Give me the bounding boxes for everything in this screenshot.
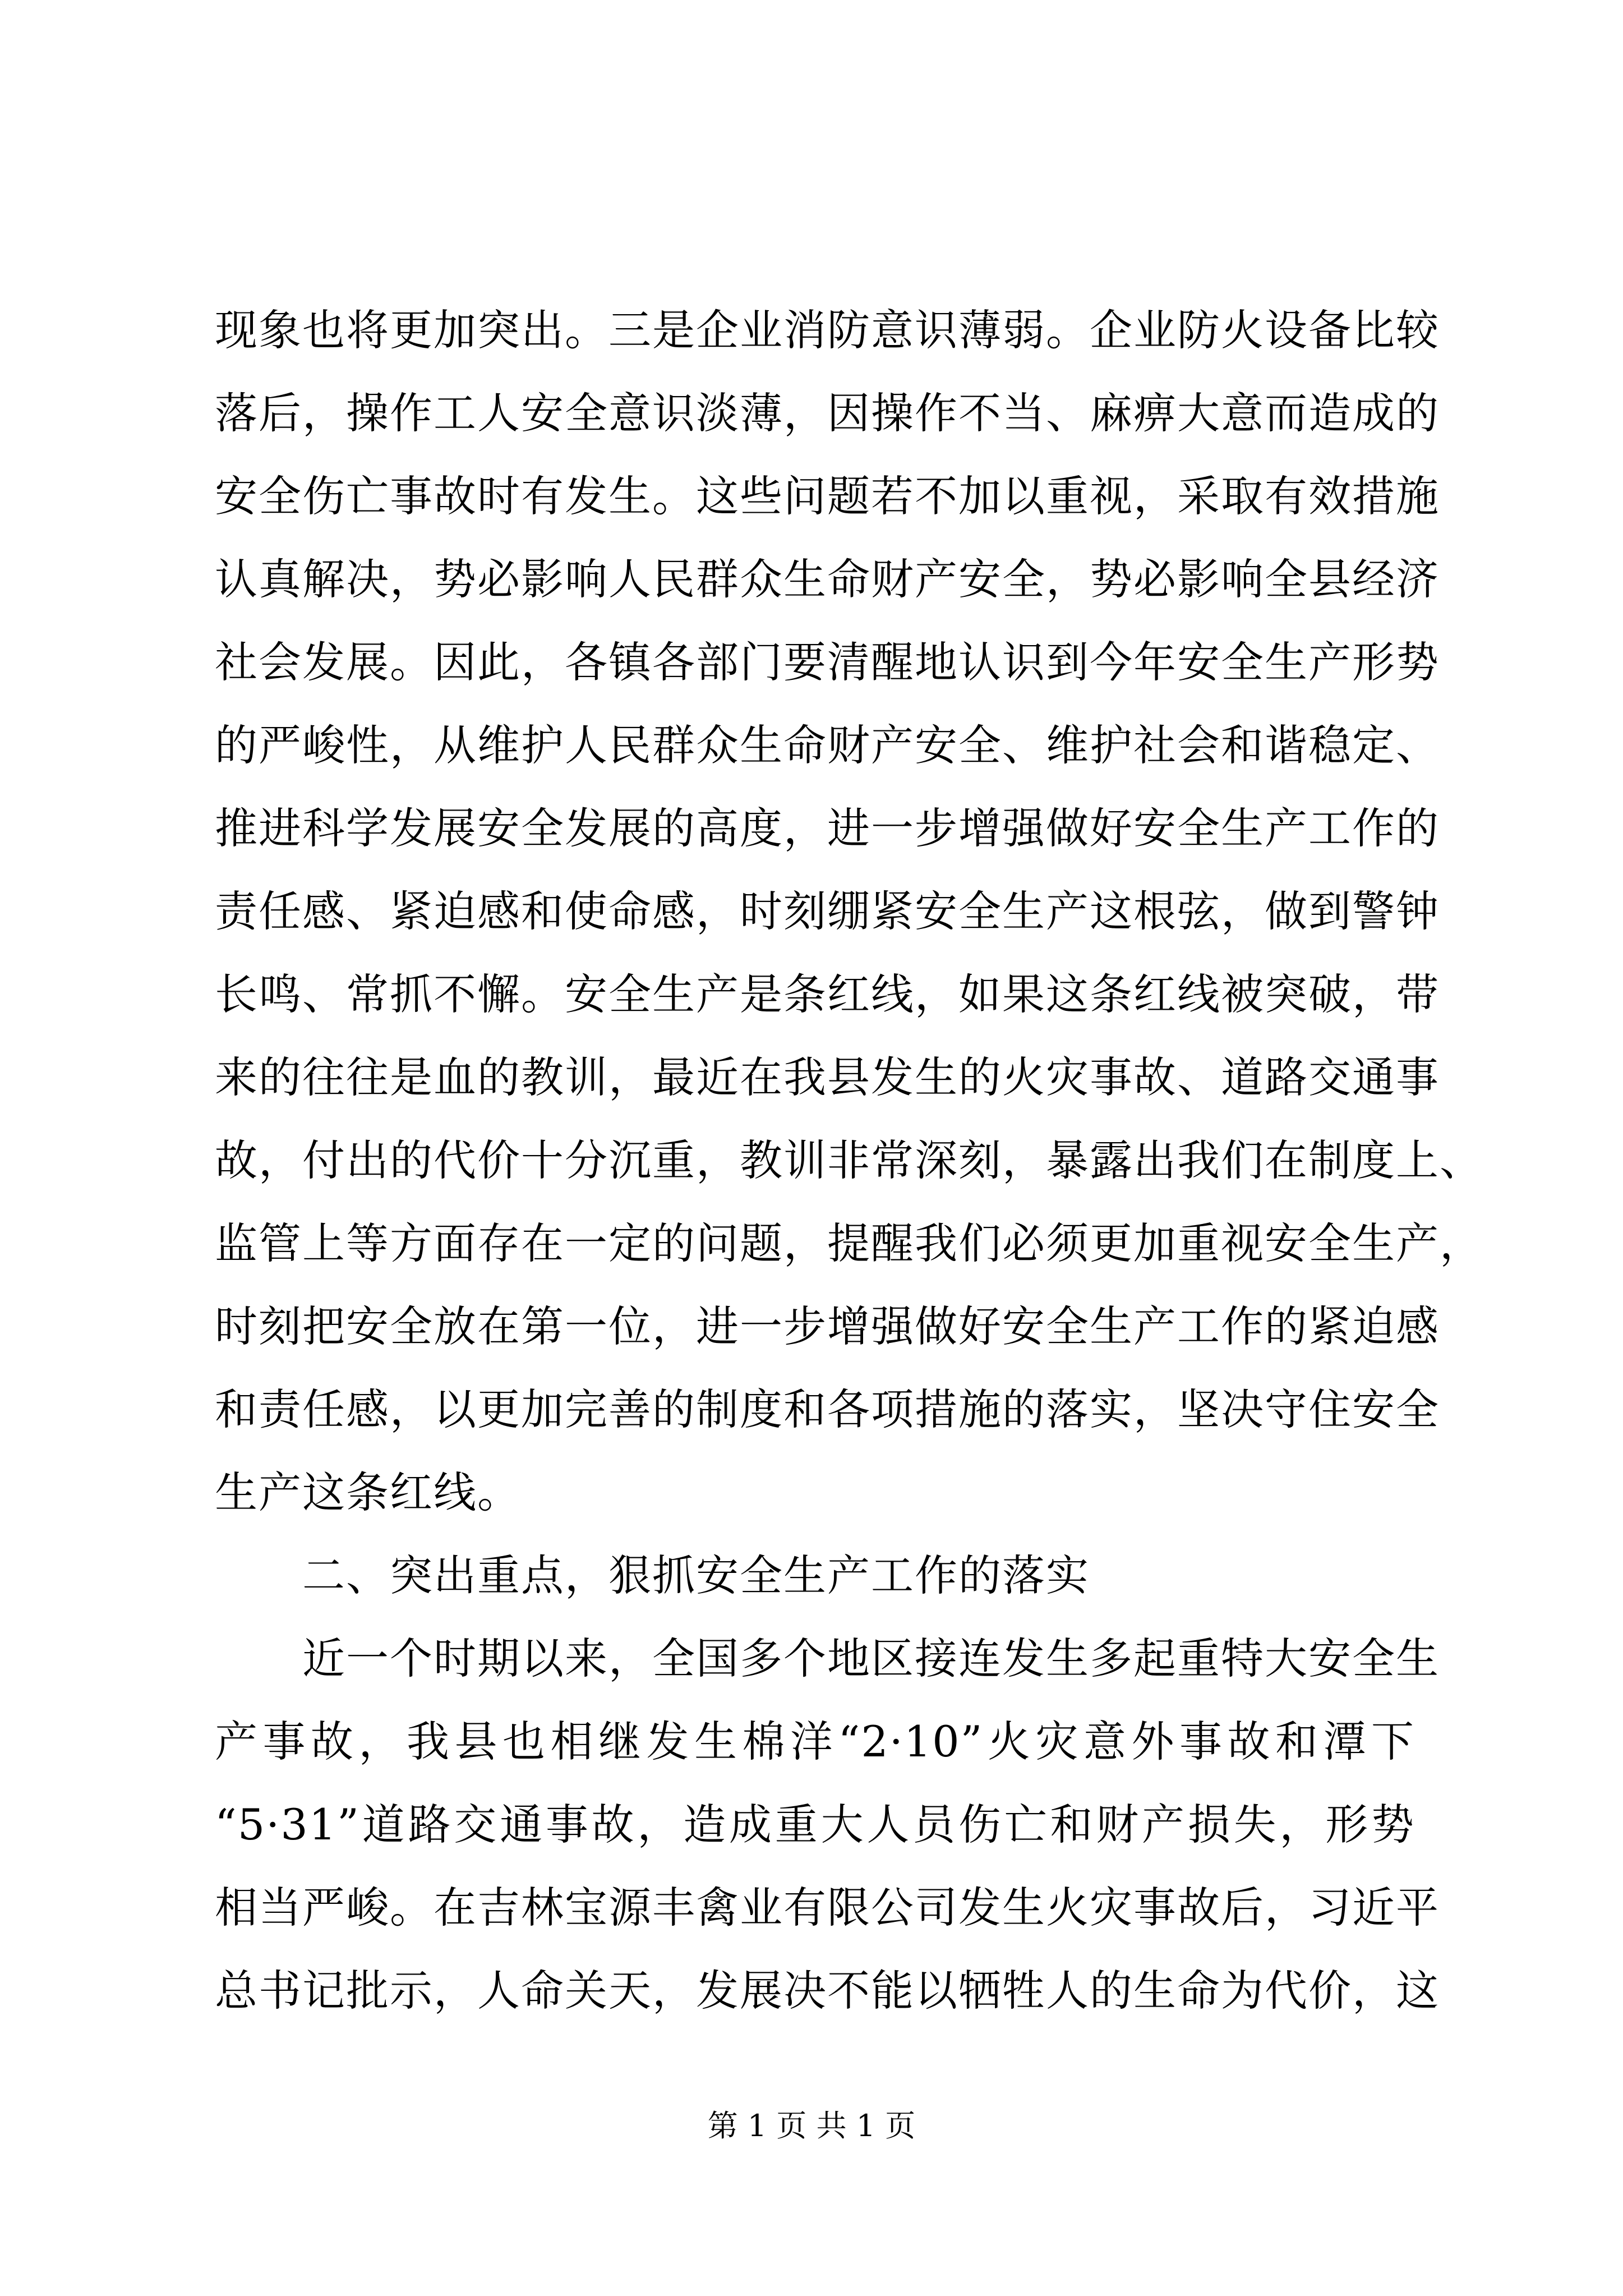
section-heading: 二、突出重点，狠抓安全生产工作的落实 [302, 1550, 1090, 1600]
text-line: 生产这条红线。 [215, 1467, 521, 1517]
text-line: 近一个时期以来，全国多个地区接连发生多起重特大安全生 [302, 1634, 1440, 1683]
text-line: 安全伤亡事故时有发生。这些问题若不加以重视，采取有效措施 [215, 471, 1440, 521]
text-line: 的严峻性，从维护人民群众生命财产安全、维护社会和谐稳定、 [215, 720, 1440, 770]
text-line: 总书记批示，人命关天，发展决不能以牺牲人的生命为代价，这 [215, 1966, 1440, 2016]
text-line: 现象也将更加突出。三是企业消防意识薄弱。企业防火设备比较 [215, 305, 1440, 355]
text-line: 认真解决，势必影响人民群众生命财产安全，势必影响全县经济 [215, 554, 1440, 604]
document-body [215, 289, 1483, 2032]
text-line: 落后，操作工人安全意识淡薄，因操作不当、麻痹大意而造成的 [215, 388, 1440, 438]
text-line: 推进科学发展安全发展的高度，进一步增强做好安全生产工作的 [215, 803, 1440, 853]
text-line: “5·31”道路交通事故，造成重大人员伤亡和财产损失，形势 [215, 1800, 1415, 1849]
text-line: 和责任感，以更加完善的制度和各项措施的落实，坚决守住安全 [215, 1384, 1440, 1434]
text-line: 时刻把安全放在第一位，进一步增强做好安全生产工作的紧迫感 [215, 1301, 1440, 1351]
text-line: 相当严峻。在吉林宝源丰禽业有限公司发生火灾事故后，习近平 [215, 1883, 1440, 1932]
text-line: 责任感、紧迫感和使命感，时刻绷紧安全生产这根弦，做到警钟 [215, 886, 1440, 936]
text-line: 社会发展。因此，各镇各部门要清醒地认识到今年安全生产形势 [215, 637, 1440, 687]
text-line: 来的往往是血的教训，最近在我县发生的火灾事故、道路交通事 [215, 1052, 1440, 1102]
text-line: 监管上等方面存在一定的问题，提醒我们必须更加重视安全生产， [215, 1218, 1483, 1268]
text-line: 长鸣、常抓不懈。安全生产是条红线，如果这条红线被突破，带 [215, 969, 1440, 1019]
page-number-footer: 第 1 页 共 1 页 [707, 2108, 916, 2143]
text-line: 故，付出的代价十分沉重，教训非常深刻，暴露出我们在制度上、 [215, 1135, 1483, 1185]
text-line: 产事故，我县也相继发生棉洋“2·10”火灾意外事故和潭下 [215, 1717, 1415, 1766]
